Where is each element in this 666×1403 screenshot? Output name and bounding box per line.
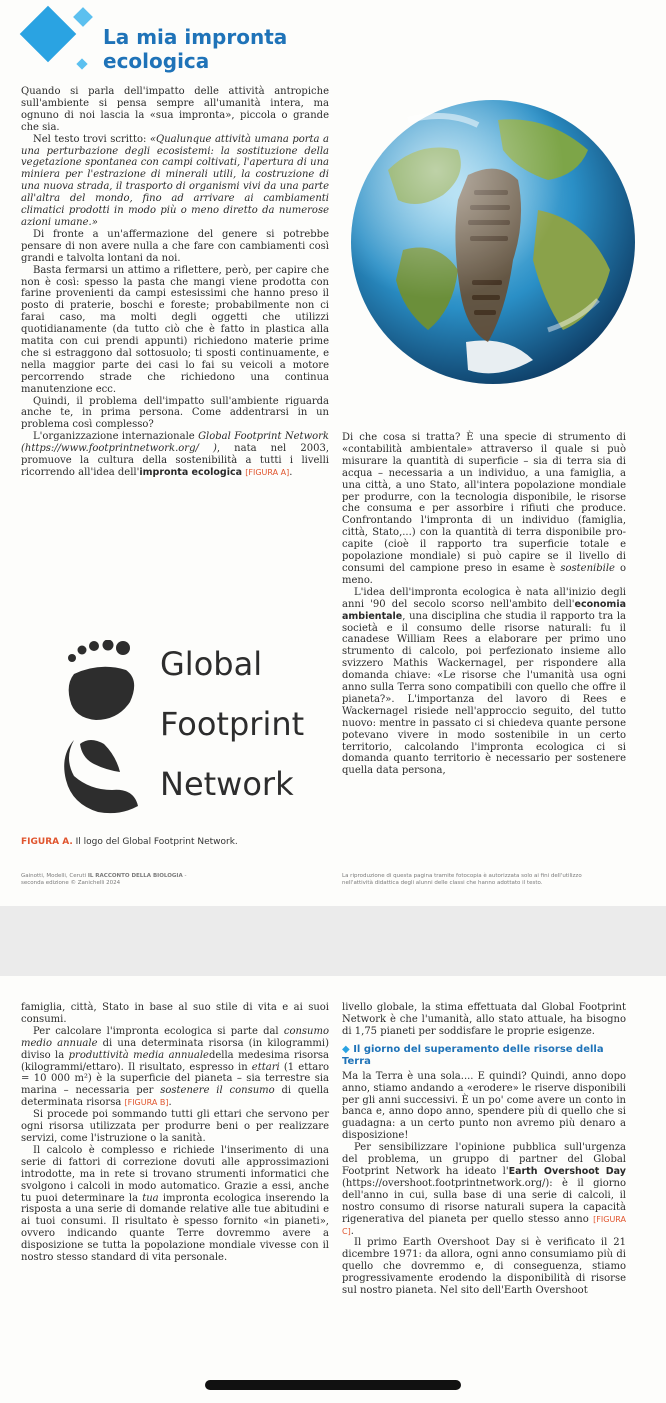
footprint-logo-icon [60,640,150,820]
page2-column-right [342,1002,626,1297]
paragraph: Basta fermarsi un attimo a riflettere, però, per capire che non è così: spesso la pasta che mangi viene prodotta con farine provenienti da campi estesissimi che hanno preso il posto di praterie, boschi e foreste; probabilmente non ci farai caso, ma molti degli oggetti che utilizzi quotidianamente (da tutto ciò che è fatto in plastica alla matita con cui prendi appunti) richiedono materie prime che si estraggono dal sottosuolo; ti sposti continuamente, e nella maggior parte dei casi lo fai su veicoli a motore percorrendo strade che richiedono una continua manutenzione ecc. [21,264,329,395]
paragraph: livello globale, la stima effettuata dal Global Footprint Network è che l'umanità, allo stato attuale, ha bisogno di 1,75 pianeti per soddisfare le proprie esigenze. [342,1002,626,1037]
page1-column-left [21,86,329,479]
caption-label: FIGURA A. [21,837,73,847]
caption-text: Il logo del Global Footprint Network. [72,837,238,847]
paragraph: Per calcolare l'impronta ecologica si parte dal consumo medio annuale di una determinata risorsa (in kilogrammi) diviso la produttività media annualedella medesima risorsa (kilogrammi/ettaro). Il risultato, espresso in ettari (1 ettaro = 10 000 m²) è la superficie del pianeta – sia terrestre sia marina – necessaria per sostenere il consumo di quella determinata risorsa [FIGURA B]. [21,1025,330,1109]
figure-a-caption [21,837,238,847]
title-line-1: La mia impronta [103,25,288,49]
title-line-2: ecologica [103,49,210,73]
footer-copyright: La riproduzione di questa pagina tramite fotocopia è autorizzata solo ai fini dell'utilizzo nell'attività didattica degli alunni delle classi che hanno adottato il testo. [342,873,582,886]
paragraph: Quindi, il problema dell'impatto sull'ambiente riguarda anche te, in prima persona. Come addentrarsi in un problema così complesso? [21,395,329,431]
paragraph: Di fronte a un'affermazione del genere si potrebbe pensare di non avere nulla a che fare con cambiamenti così grandi e talvolta lontani da noi. [21,228,329,264]
global-footprint-network-logo [60,640,330,820]
title-diamond-small [73,7,93,27]
logo-text-network: Network [160,765,294,803]
paragraph: L'organizzazione internazionale Global Footprint Network (https://www.footprintnetwork.org/ ), nata nel 2003, promuove la cultura della sostenibilità a tutti i livelli ricorrendo all'idea dell'impronta ecologica [FIGURA A]. [21,431,329,478]
diamond-bullet-icon: ◆ [342,1043,350,1055]
logo-text-footprint: Footprint [160,705,305,743]
section-heading: ◆ Il giorno del superamento delle risorse della Terra [342,1043,604,1067]
horizontal-scrollbar[interactable] [205,1380,461,1390]
title-diamond-tiny [76,58,87,69]
paragraph: famiglia, città, Stato in base al suo stile di vita e ai suoi consumi. [21,1002,329,1025]
footer-credits: Gainotti, Modelli, Ceruti IL RACCONTO DELLA BIOLOGIA - seconda edizione © Zanichelli 2024 [21,873,187,886]
figure-ref-c[interactable]: [FIGURA C] [342,1214,626,1236]
figure-ref-a[interactable]: [FIGURA A] [245,468,290,477]
paragraph: Quando si parla dell'impatto delle attività antropiche sull'ambiente si pensa sempre all'umanità intera, ma ognuno di noi lascia la «sua impronta», piccola o grande che sia. [21,86,329,133]
page2-column-left [21,1002,329,1264]
globe-footprint-image [348,80,638,405]
logo-text-global: Global [160,645,263,683]
paragraph: Di che cosa si tratta? È una specie di strumento di «contabilità ambientale» attraverso il quale si può misurare la quantità di superficie – sia di terra sia di acqua – necessaria a un individuo, a una famiglia, a una città, a uno Stato, all'intera popolazione mondiale per produrre, con la tecnologia disponibile, le risorse che consuma e per assorbire i rifiuti che produce. Confrontando l'impronta di un individuo (famiglia, città, Stato,...) con la quantità di terra disponibile pro-capite (cioè il rapporto tra superficie totale e popolazione mondiale) si può capire se il livello di consumi del campione preso in esame è sostenibile o meno. [342,432,626,586]
paragraph: Nel testo trovi scritto: «Qualunque attività umana porta a una perturbazione degli ecosistemi: la sostituzione della vegetazione spontanea con campi coltivati, l'apertura di una miniera per l'estrazione di minerali utili, la costruzione di una nuova strada, il trasporto di organismi vivi da una parte all'altra del mondo, fino ad arrivare ai cambiamenti climatici prodotti in modo più o meno diretto da numerose azioni umane.» [21,133,330,228]
figure-ref-b[interactable]: [FIGURA B] [124,1098,169,1108]
paragraph: Si procede poi sommando tutti gli ettari che servono per ogni risorsa utilizzata per produrre beni o per realizzare servizi, come l'istruzione o la sanità. [21,1109,329,1144]
page-2 [0,976,666,1403]
page-title [103,25,287,73]
paragraph: Per sensibilizzare l'opinione pubblica sull'urgenza del problema, un gruppo di partner del Global Footprint Network ha ideato l'Earth Overshoot Day (https://overshoot.footprintnetwork.org/): è il giorno dell'anno in cui, sulla base di una serie di calcoli, il nostro consumo di risorse naturali supera la capacità rigenerativa del pianeta per quello stesso anno [FIGURA C]. [342,1142,626,1237]
title-diamond-large [20,6,77,63]
paragraph: Il primo Earth Overshoot Day si è verificato il 21 dicembre 1971: da allora, ogni anno consumiamo più di quello che dovremmo e, di conseguenza, stiamo progressivamente erodendo la disponibilità di risorse sul nostro pianeta. Nel sito dell'Earth Overshoot [342,1237,626,1297]
paragraph: L'idea dell'impronta ecologica è nata all'inizio degli anni '90 del secolo scorso nell'ambito dell'economia ambientale, una disciplina che studia il rapporto tra la società e il consumo delle risorse naturali: fu il canadese William Rees a elaborare per primo uno strumento di calcolo, poi perfezionato insieme allo svizzero Mathis Wackernagel, per rispondere alla domanda chiave: «Le risorse che l'umanità usa ogni anno sulla Terra sono compatibili con quello che offre il pianeta?». L'importanza del lavoro di Rees e Wackernagel risiede nell'approccio seguito, del tutto nuovo: mentre in passato ci si chiedeva quante persone potevano vivere in modo sostenibile in un certo territorio, calcolando l'impronta ecologica ci si domanda quanto territorio è necessario per sostenere quella data persona, [342,586,626,777]
paragraph: Ma la Terra è una sola.... E quindi? Quindi, anno dopo anno, stiamo andando a «erodere» le riserve disponibili per gli anni successivi. È un po' come avere un conto in banca e, anno dopo anno, spendere più di quello che si guadagna: a un certo punto non avremo più denaro a disposizione! [342,1070,626,1142]
paragraph: Il calcolo è complesso e richiede l'inserimento di una serie di fattori di correzione dovuti alle approssimazioni introdotte, ma in rete si trovano strumenti informatici che svolgono i calcoli in modo automatico. Grazie a essi, anche tu puoi determinare la tua impronta ecologica inserendo la risposta a una serie di domande relative alle tue abitudini e ai tuoi consumi. Il risultato è spesso fornito «in pianeti», ovvero indicando quante Terre dovremmo avere a disposizione se tutta la popolazione mondiale vivesse con il nostro stesso standard di vita personale. [21,1144,329,1264]
page1-column-right [342,432,626,777]
